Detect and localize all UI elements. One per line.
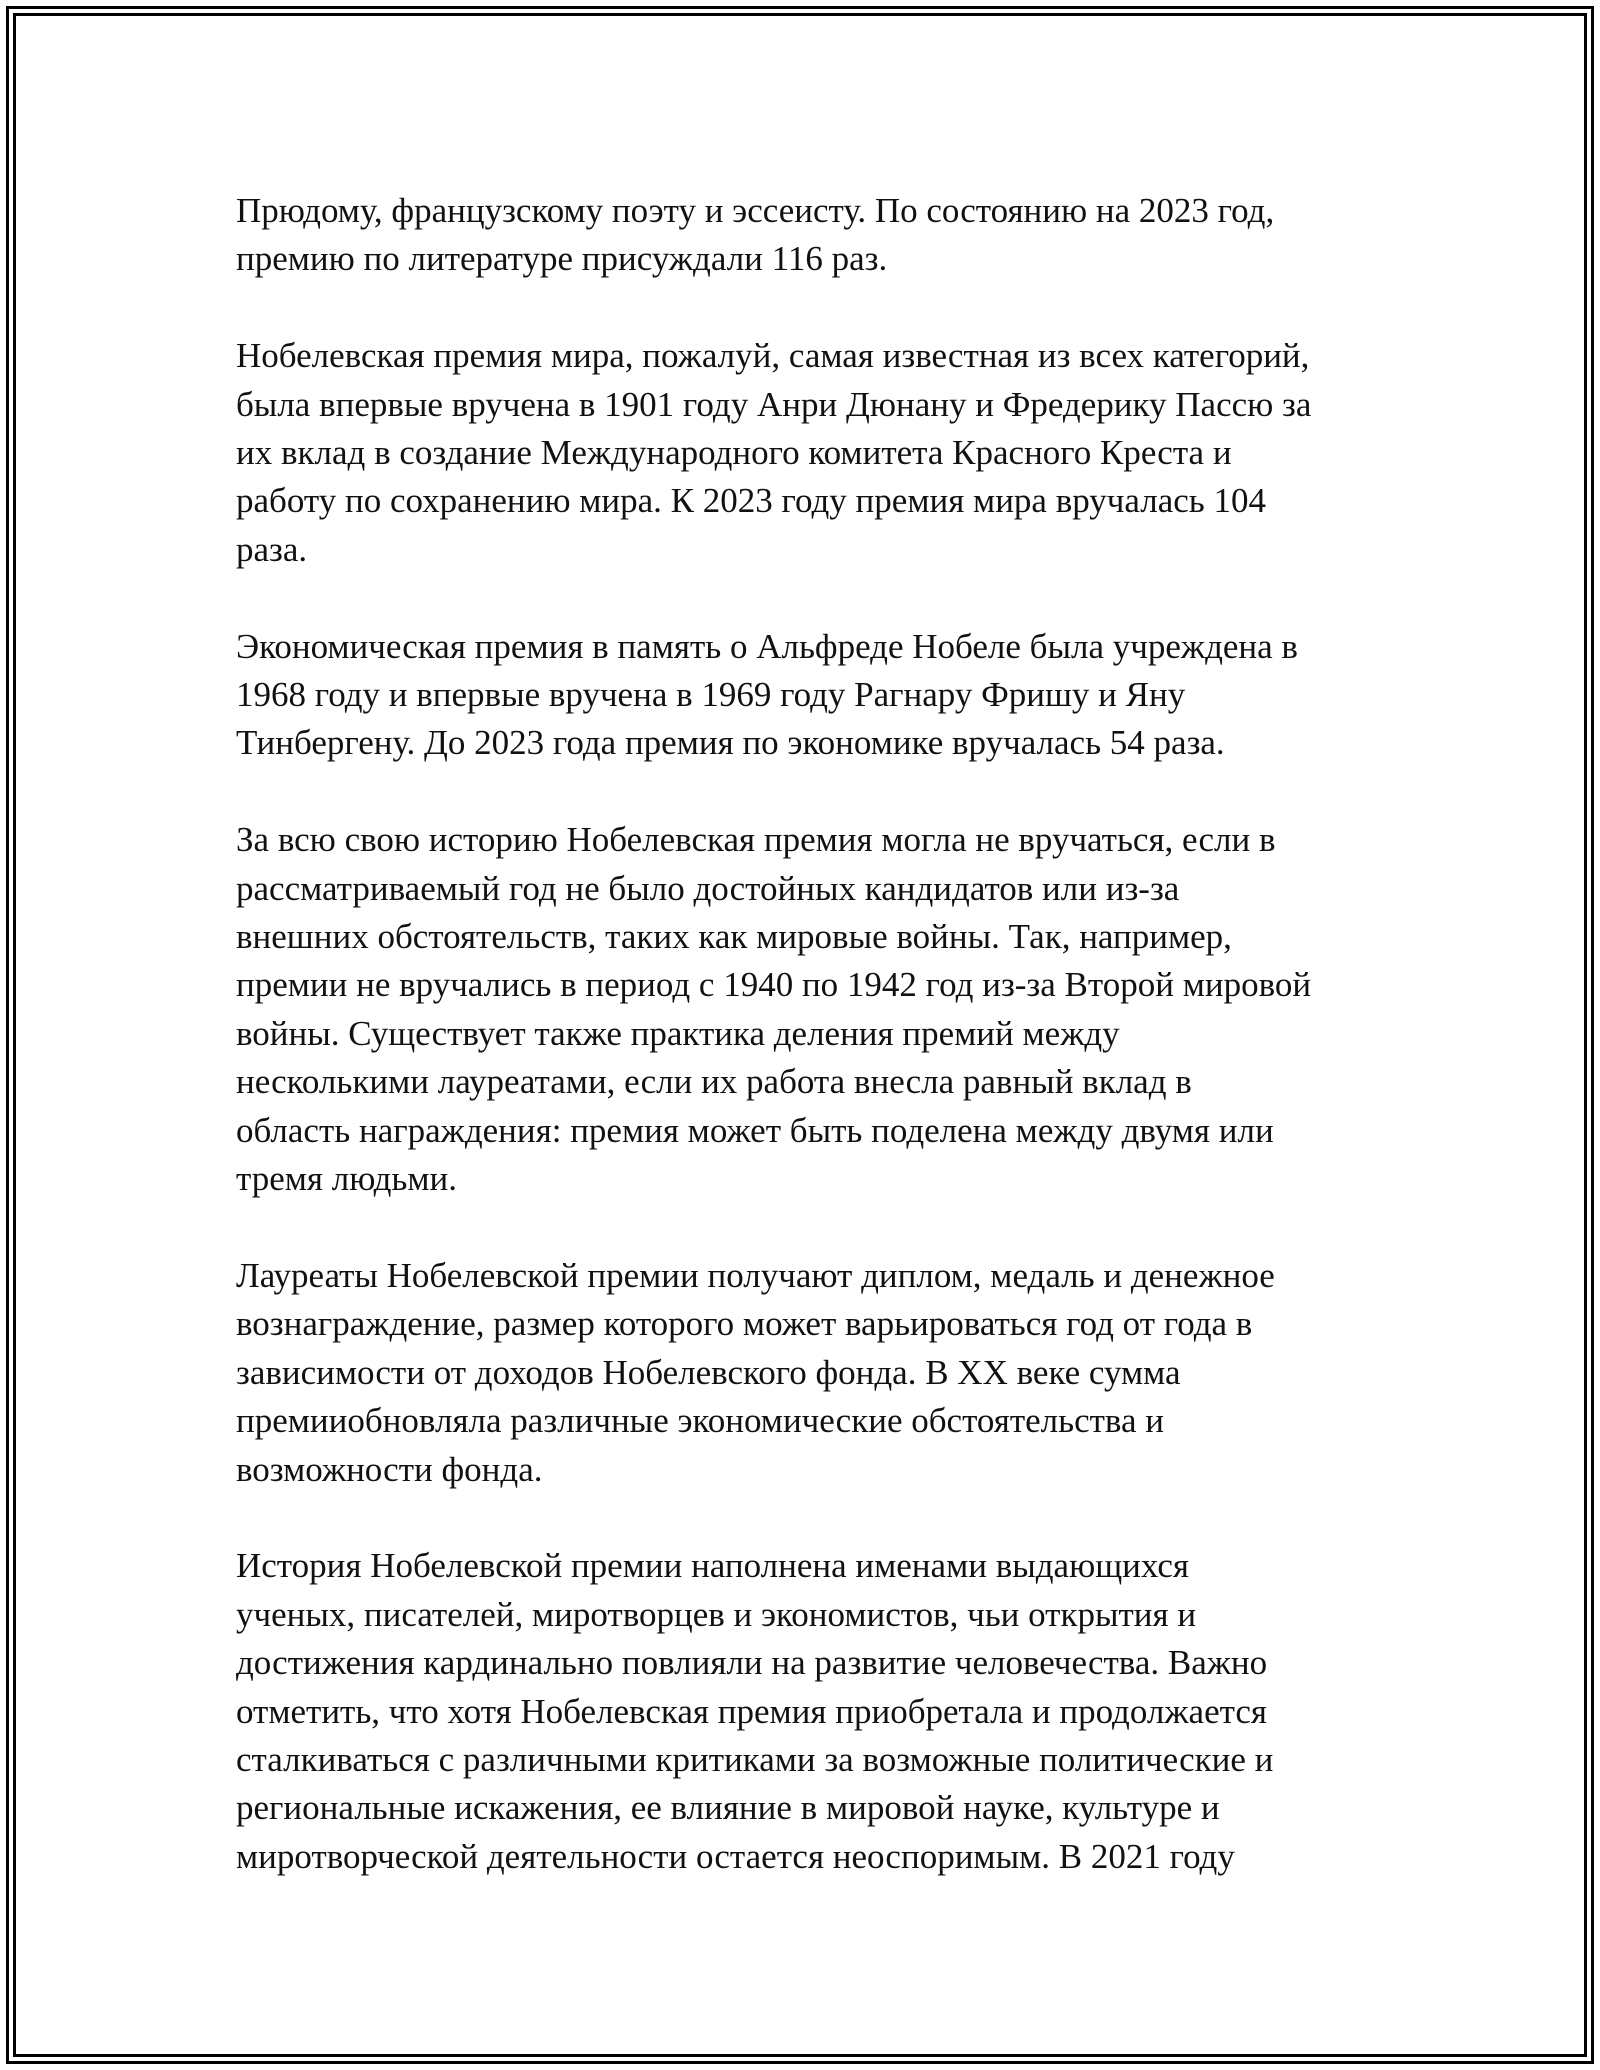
text-line: Нобелевская премия мира, пожалуй, самая известная из всех категорий, bbox=[236, 336, 1310, 376]
paragraph-economics-prize bbox=[236, 623, 1376, 768]
text-line: Экономическая премия в память о Альфреде Нобеле была учреждена в bbox=[236, 626, 1298, 666]
text-line: область награждения: премия может быть поделена между двумя или bbox=[236, 1110, 1274, 1150]
text-line: достижения кардинально повлияли на развитие человечества. Важно bbox=[236, 1643, 1268, 1683]
text-line: премииобновляла различные экономические обстоятельства и bbox=[236, 1401, 1165, 1441]
text-line: сталкиваться с различными критиками за возможные политические и bbox=[236, 1739, 1274, 1779]
paragraph-peace-prize bbox=[236, 332, 1376, 574]
text-line: региональные искажения, ее влияние в мировой науке, культуре и bbox=[236, 1788, 1220, 1828]
text-line: Тинбергену. До 2023 года премия по экономике вручалась 54 раза. bbox=[236, 723, 1225, 763]
paragraph-legacy bbox=[236, 1542, 1376, 1881]
text-line: История Нобелевской премии наполнена именами выдающихся bbox=[236, 1546, 1190, 1586]
text-line: Лауреаты Нобелевской премии получают диплом, медаль и денежное bbox=[236, 1255, 1275, 1295]
text-line: премию по литературе присуждали 116 раз. bbox=[236, 239, 888, 279]
text-line: Прюдому, французскому поэту и эссеисту. По состоянию на 2023 год, bbox=[236, 191, 1275, 230]
text-line: тремя людьми. bbox=[236, 1159, 457, 1199]
text-line: войны. Существует также практика деления премий между bbox=[236, 1013, 1120, 1053]
document-body bbox=[236, 187, 1376, 1930]
text-line: их вклад в создание Международного комитета Красного Креста и bbox=[236, 433, 1232, 473]
paragraph-laureate-awards bbox=[236, 1252, 1376, 1494]
text-line: вознаграждение, размер которого может варьироваться год от года в bbox=[236, 1304, 1253, 1344]
text-line: раза. bbox=[236, 529, 308, 569]
text-line: миротворческой деятельности остается неоспоримым. В 2021 году bbox=[236, 1836, 1235, 1876]
text-line: ученых, писателей, миротворцев и экономистов, чьи открытия и bbox=[236, 1594, 1197, 1634]
text-line: За всю свою историю Нобелевская премия могла не вручаться, если в bbox=[236, 820, 1276, 860]
paragraph-history bbox=[236, 816, 1376, 1203]
text-line: возможности фонда. bbox=[236, 1449, 543, 1489]
text-line: 1968 году и впервые вручена в 1969 году Рагнару Фришу и Яну bbox=[236, 675, 1186, 715]
paragraph-literature bbox=[236, 187, 1376, 284]
text-line: отметить, что хотя Нобелевская премия приобретала и продолжается bbox=[236, 1691, 1267, 1731]
text-line: несколькими лауреатами, если их работа внесла равный вклад в bbox=[236, 1062, 1192, 1102]
text-line: работу по сохранению мира. К 2023 году премия мира вручалась 104 bbox=[236, 481, 1266, 521]
text-line: была впервые вручена в 1901 году Анри Дюнану и Фредерику Пассю за bbox=[236, 384, 1312, 424]
text-line: премии не вручались в период с 1940 по 1942 год из-за Второй мировой bbox=[236, 965, 1312, 1005]
text-line: внешних обстоятельств, таких как мировые войны. Так, например, bbox=[236, 917, 1232, 957]
text-line: рассматриваемый год не было достойных кандидатов или из-за bbox=[236, 868, 1180, 908]
text-line: зависимости от доходов Нобелевского фонда. В XX веке сумма bbox=[236, 1352, 1181, 1392]
